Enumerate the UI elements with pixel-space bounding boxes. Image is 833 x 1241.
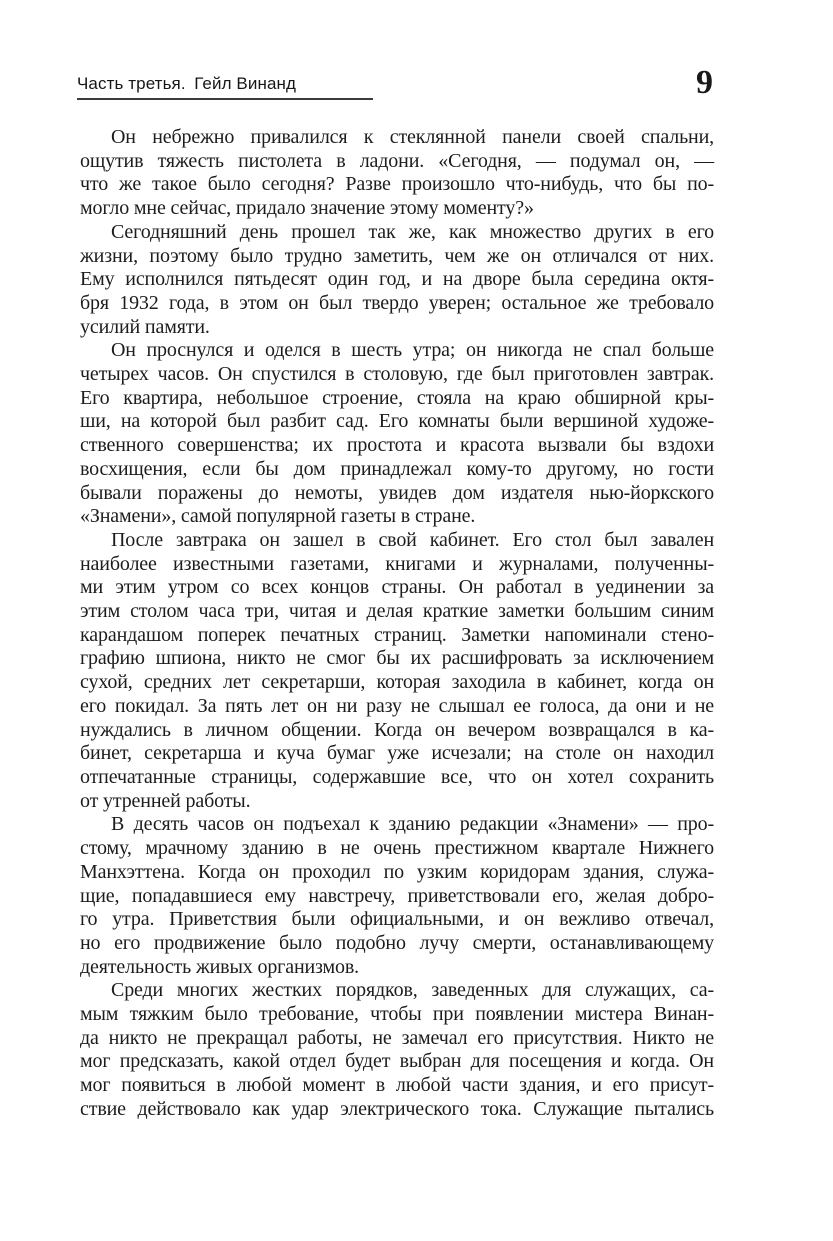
text-line: наиболее известными газетами, книгами и журналами, полученны- (80, 552, 714, 575)
text-line: стому, мрачному зданию в не очень престижном квартале Нижнего (80, 837, 714, 860)
text-line: сухой, средних лет секретарши, которая заходила в кабинет, когда он (80, 671, 714, 694)
paragraph (80, 126, 714, 221)
text-line: Он проснулся и оделся в шесть утра; он никогда не спал больше (111, 339, 714, 362)
paragraph (80, 529, 714, 813)
text-line: карандашом поперек печатных страниц. Заметки напоминали стено- (80, 623, 714, 646)
text-line: бывали поражены до немоты, увидев дом издателя нью-йоркского (80, 481, 714, 504)
text-line: восхищения, если бы дом принадлежал кому-то другому, но гости (80, 457, 714, 480)
text-line: Его квартира, небольшое строение, стояла на краю обширной кры- (80, 386, 714, 409)
page-number: 9 (696, 64, 713, 101)
page-header (77, 64, 714, 118)
text-line: могло мне сейчас, придало значение этому моменту?» (80, 197, 534, 220)
text-line: но его продвижение было подобно лучу смерти, останавливающему (80, 931, 714, 954)
text-line: ши, на которой был разбит сад. Его комнаты были вершиной художе- (80, 410, 714, 433)
text-line: что же такое было сегодня? Разве произошло что-нибудь, что бы по- (80, 173, 714, 196)
text-line: После завтрака он зашел в свой кабинет. Его стол был завален (111, 528, 714, 551)
text-line: бря 1932 года, в этом он был твердо уверен; остальное же требовало (80, 291, 714, 314)
text-line: Сегодняшний день прошел так же, как множество других в его (111, 220, 714, 243)
text-line: мог появиться в любой момент в любой части здания, и его присут- (80, 1074, 714, 1097)
text-line: жизни, поэтому было трудно заметить, чем же он отличался от них. (80, 244, 714, 267)
text-line: мым тяжким было требование, чтобы при появлении мистера Винан- (80, 1003, 714, 1026)
text-line: мог предсказать, какой отдел будет выбран для посещения и когда. Он (80, 1050, 714, 1073)
text-line: «Знамени», самой популярной газеты в стране. (80, 505, 476, 528)
text-line: Он небрежно привалился к стеклянной панели своей спальни, (111, 126, 714, 148)
text-line: щие, попадавшиеся ему навстречу, приветствовали его, желая добро- (80, 884, 714, 907)
paragraph (80, 979, 714, 1121)
text-line: го утра. Приветствия были официальными, и он вежливо отвечал, (80, 908, 714, 931)
text-line: Ему исполнился пятьдесят один год, и на дворе была середина октя- (80, 268, 714, 291)
text-line: четырех часов. Он спустился в столовую, где был приготовлен завтрак. (80, 363, 714, 386)
text-line: нуждались в личном общении. Когда он вечером возвращался в ка- (80, 718, 714, 741)
text-line: отпечатанные страницы, содержавшие все, что он хотел сохранить (80, 765, 714, 788)
text-line: его покидал. За пять лет он ни разу не слышал ее голоса, да они и не (80, 694, 714, 717)
text-line: бинет, секретарша и куча бумаг уже исчезали; на столе он находил (80, 742, 714, 765)
paragraph (80, 221, 714, 340)
text-line: Манхэттена. Когда он проходил по узким коридорам здания, служа- (80, 860, 714, 883)
text-line: ствие действовало как удар электрического тока. Служащие пытались (80, 1097, 714, 1120)
text-line: В десять часов он подъехал к зданию редакции «Знамени» — про- (111, 813, 714, 836)
text-line: ми этим утром со всех концов страны. Он работал в уединении за (80, 576, 714, 599)
text-line: от утренней работы. (80, 789, 251, 812)
running-title: Часть третья. Гейл Винанд (77, 74, 373, 100)
paragraph (80, 339, 714, 529)
text-line: усилий памяти. (80, 315, 210, 338)
text-line: Среди многих жестких порядков, заведенных для служащих, са- (111, 979, 714, 1002)
text-block (80, 126, 714, 1122)
text-line: этим столом часа три, читая и делая краткие заметки большим синим (80, 600, 714, 623)
text-line: да никто не прекращал работы, не замечал его присутствия. Никто не (80, 1026, 714, 1049)
text-line: ощутив тяжесть пистолета в ладони. «Сегодня, — подумал он, — (80, 149, 714, 172)
text-line: графию шпиона, никто не смог бы их расшифровать за исключением (80, 647, 714, 670)
text-line: ственного совершенства; их простота и красота вызвали бы вздохи (80, 434, 714, 457)
text-line: деятельность живых организмов. (80, 955, 360, 978)
paragraph (80, 813, 714, 979)
